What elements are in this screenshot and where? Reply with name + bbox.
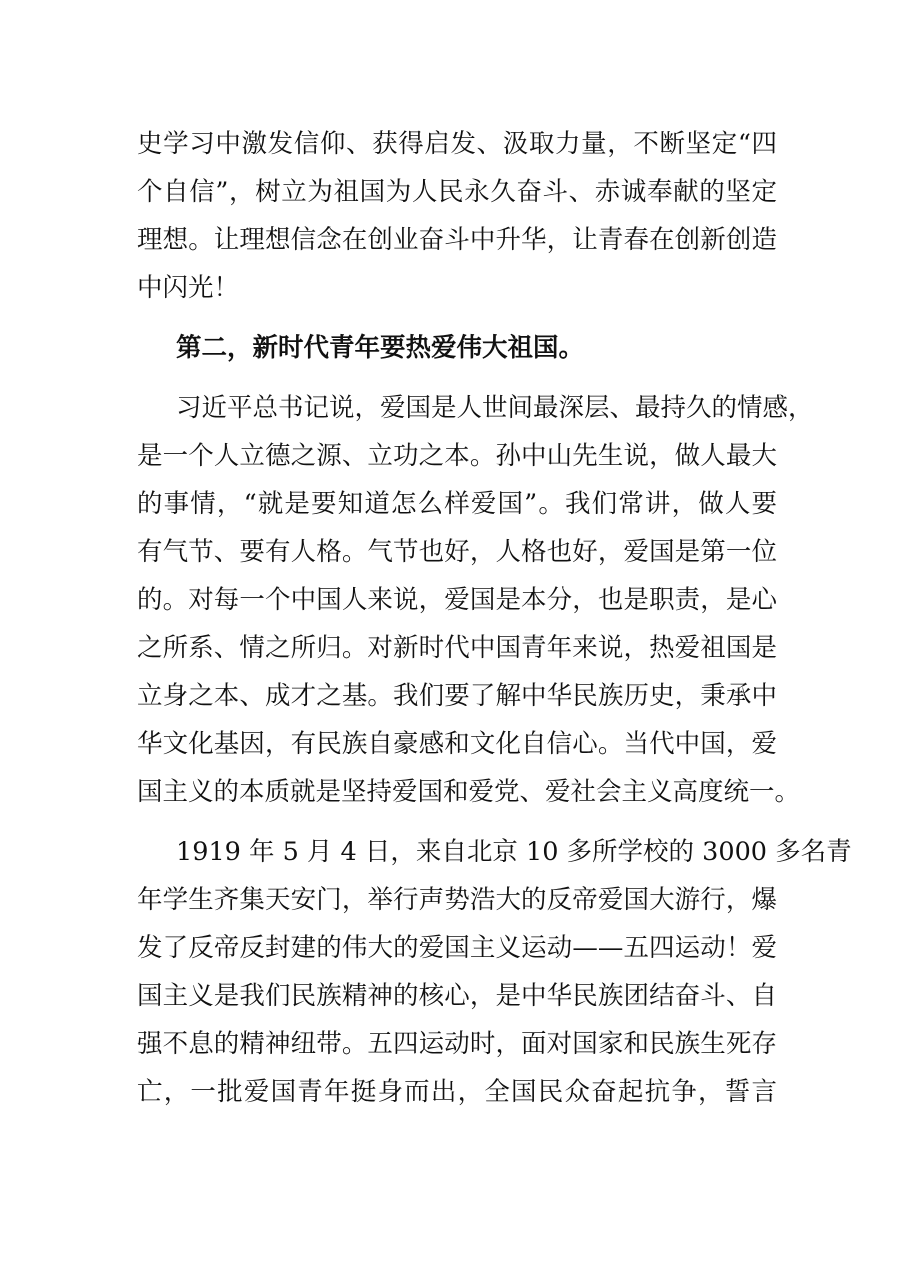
- paragraph-1-line-4: 中闪光！: [137, 273, 240, 303]
- paragraph-2-line-6: 之所系、情之所归。对新时代中国青年来说，热爱祖国是: [137, 633, 777, 663]
- paragraph-1-line-1: 史学习中激发信仰、获得启发、汲取力量，不断坚定“四: [137, 129, 777, 159]
- paragraph-2-line-1: 习近平总书记说，爱国是人世间最深层、最持久的情感，: [176, 393, 814, 423]
- paragraph-3-line-1: 1919 年 5 月 4 日，来自北京 10 多所学校的 3000 多名青: [176, 837, 852, 867]
- paragraph-2-line-3: 的事情，“就是要知道怎么样爱国”。我们常讲，做人要: [137, 489, 777, 519]
- paragraph-2-line-9: 国主义的本质就是坚持爱国和爱党、爱社会主义高度统一。: [137, 777, 801, 807]
- paragraph-2-line-5: 的。对每一个中国人来说，爱国是本分，也是职责，是心: [137, 585, 777, 615]
- paragraph-3-line-4: 国主义是我们民族精神的核心，是中华民族团结奋斗、自: [137, 981, 777, 1011]
- paragraph-2-line-4: 有气节、要有人格。气节也好，人格也好，爱国是第一位: [137, 537, 777, 567]
- section-heading: 第二，新时代青年要热爱伟大祖国。: [176, 333, 585, 363]
- paragraph-3-line-3: 发了反帝反封建的伟大的爱国主义运动——五四运动！爱: [137, 933, 777, 963]
- paragraph-3-line-2: 年学生齐集天安门，举行声势浩大的反帝爱国大游行，爆: [137, 885, 777, 915]
- paragraph-1-line-2: 个自信”，树立为祖国为人民永久奋斗、赤诚奉献的坚定: [137, 177, 777, 207]
- paragraph-2-line-2: 是一个人立德之源、立功之本。孙中山先生说，做人最大: [137, 441, 777, 471]
- paragraph-2-line-7: 立身之本、成才之基。我们要了解中华民族历史，秉承中: [137, 681, 777, 711]
- paragraph-1-line-3: 理想。让理想信念在创业奋斗中升华，让青春在创新创造: [137, 225, 777, 255]
- paragraph-3-line-6: 亡，一批爱国青年挺身而出，全国民众奋起抗争，誓言: [137, 1077, 777, 1107]
- paragraph-3-line-5: 强不息的精神纽带。五四运动时，面对国家和民族生死存: [137, 1029, 777, 1059]
- paragraph-2-line-8: 华文化基因，有民族自豪感和文化自信心。当代中国，爱: [137, 729, 777, 759]
